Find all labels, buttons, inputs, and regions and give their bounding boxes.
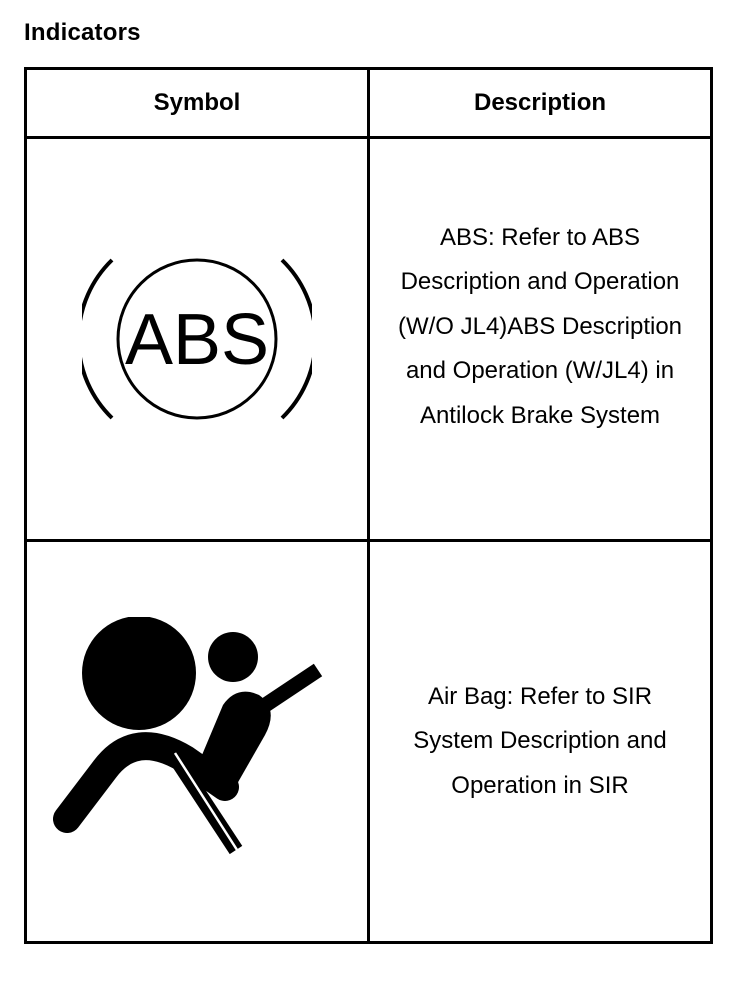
airbag-warning-icon bbox=[47, 617, 347, 867]
table-row bbox=[26, 138, 712, 541]
abs-warning-icon bbox=[82, 254, 312, 424]
indicators-table bbox=[24, 67, 713, 944]
abs-icon-label: ABS bbox=[124, 300, 270, 380]
table-header-row bbox=[26, 69, 712, 138]
description-cell bbox=[369, 138, 712, 541]
description-column-header: Description bbox=[369, 69, 712, 138]
description-cell bbox=[369, 541, 712, 943]
symbol-column-header: Symbol bbox=[26, 69, 369, 138]
symbol-cell bbox=[26, 138, 369, 541]
abs-description: ABS: Refer to ABS Description and Operation (W/O JL4)ABS Description and Operation (W/JL4) in Antilock Brake System bbox=[397, 223, 683, 429]
page-title: Indicators bbox=[24, 19, 141, 46]
table-row bbox=[26, 541, 712, 943]
airbag-description: Air Bag: Refer to SIR System Description and Operation in SIR bbox=[413, 682, 667, 799]
symbol-cell bbox=[26, 541, 369, 943]
